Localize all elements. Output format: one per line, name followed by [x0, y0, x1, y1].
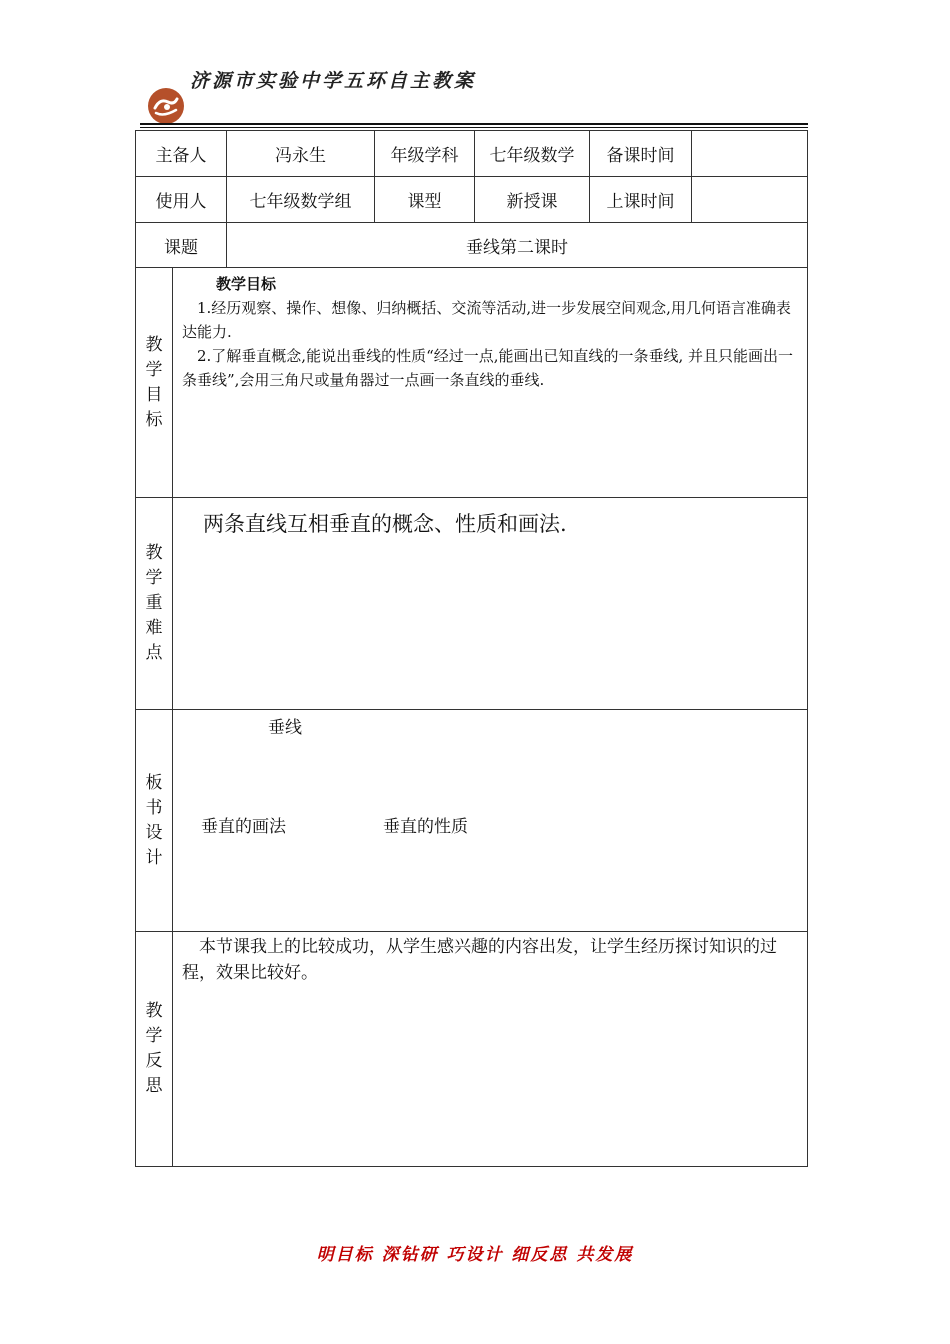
- goals-label-cell: [136, 268, 173, 498]
- board-right: 垂直的性质: [383, 817, 468, 837]
- goal-item-2: 2.了解垂直概念,能说出垂线的性质“经过一点,能画出已知直线的一条垂线, 并且只能画出一条垂线”,会用三角尺或量角器过一点画一条直线的垂线.: [182, 347, 794, 389]
- document-header: [140, 60, 808, 130]
- board-title: 垂线: [268, 718, 302, 738]
- type-value: 新授课: [475, 177, 590, 223]
- label-class-time: 上课时间: [590, 177, 692, 223]
- goals-label: 教学目标: [145, 334, 163, 430]
- label-topic: 课题: [136, 223, 227, 268]
- key-points-row: [136, 498, 808, 710]
- info-row-1: [136, 131, 808, 177]
- school-logo-icon: [146, 86, 186, 126]
- reflection-label-cell: [136, 932, 173, 1167]
- reflection-label: 教学反思: [145, 1001, 163, 1096]
- footer-motto: 明目标 深钻研 巧设计 细反思 共发展: [316, 1245, 634, 1265]
- board-left: 垂直的画法: [201, 817, 286, 837]
- reflection-content: [173, 932, 808, 1167]
- user-value: 七年级数学组: [227, 177, 375, 223]
- lesson-plan-table: [135, 130, 808, 1167]
- reflection-text: 本节课我上的比较成功，从学生感兴趣的内容出发，让学生经历探讨知识的过程，效果比较好。: [182, 937, 777, 983]
- label-grade-subject: 年级学科: [375, 131, 475, 177]
- reflection-row: [136, 932, 808, 1167]
- label-type: 课型: [375, 177, 475, 223]
- label-preparer: 主备人: [136, 131, 227, 177]
- key-points-label-cell: [136, 498, 173, 710]
- class-time-value: [692, 177, 808, 223]
- goals-title: 教学目标: [216, 275, 277, 293]
- board-label-cell: [136, 710, 173, 932]
- info-row-2: [136, 177, 808, 223]
- goal-item-1: 1.经历观察、操作、想像、归纳概括、交流等活动,进一步发展空间观念,用几何语言准确表达能力.: [182, 299, 791, 341]
- board-content: [173, 710, 808, 932]
- topic-value: 垂线第二课时: [227, 223, 808, 268]
- school-title: 济源市实验中学五环自主教案: [190, 70, 477, 92]
- board-label: 板书设计: [145, 772, 163, 868]
- preparer-value: 冯永生: [227, 131, 375, 177]
- info-row-3: [136, 223, 808, 268]
- header-rule-thin: [140, 127, 808, 128]
- prep-time-value: [692, 131, 808, 177]
- goals-row: [136, 268, 808, 498]
- header-rule: [140, 123, 808, 125]
- key-points-label: 教学重难点: [145, 543, 163, 663]
- goals-content: [173, 268, 808, 498]
- board-row: [136, 710, 808, 932]
- grade-subject-value: 七年级数学: [475, 131, 590, 177]
- key-points-text: 两条直线互相垂直的概念、性质和画法.: [173, 498, 808, 710]
- label-prep-time: 备课时间: [590, 131, 692, 177]
- label-user: 使用人: [136, 177, 227, 223]
